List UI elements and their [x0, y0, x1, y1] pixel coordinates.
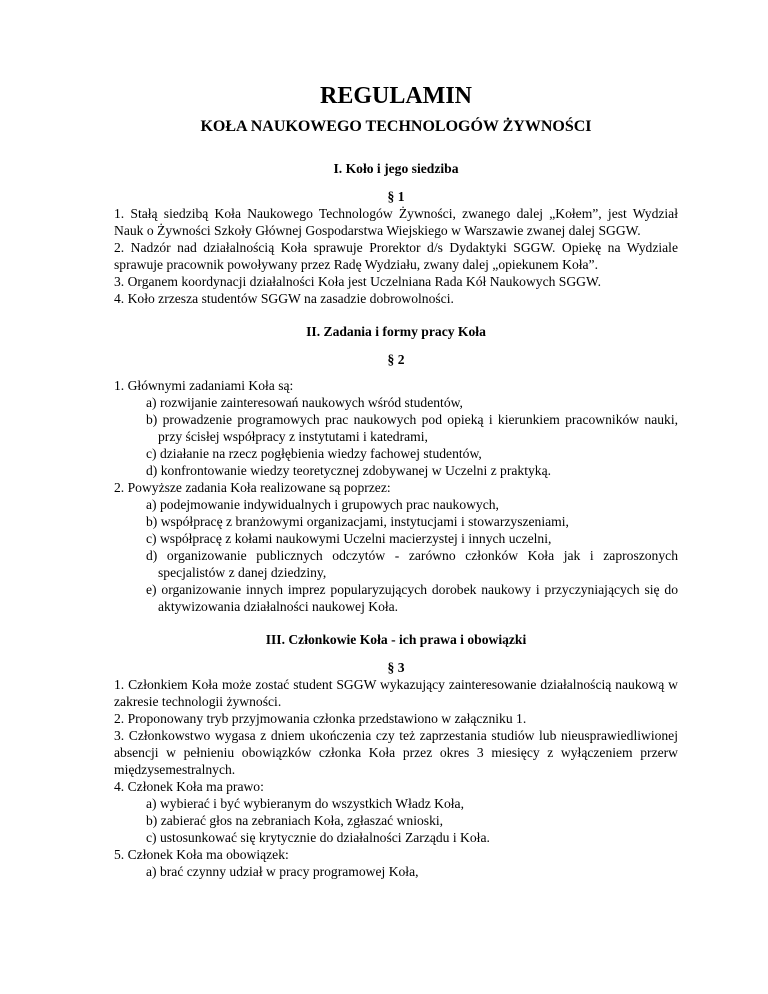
list-item: a) rozwijanie zainteresowań naukowych wśród studentów,: [146, 395, 463, 410]
document-page: [114, 82, 678, 880]
section-point: 1. Członkiem Koła może zostać student SGGW wykazujący zainteresowanie działalnością naukową w zakresie technologii żywności.: [114, 677, 678, 709]
section-heading: II. Zadania i formy pracy Koła: [306, 324, 486, 339]
section-point: 2. Powyższe zadania Koła realizowane są poprzez:: [114, 480, 391, 495]
section-point: 1. Stałą siedzibą Koła Naukowego Technologów Żywności, zwanego dalej „Kołem”, jest Wydział Nauk o Żywności Szkoły Głównej Gospodarstwa Wiejskiego w Warszawie zwanej dalej SGGW.: [114, 206, 678, 238]
document-title: REGULAMIN: [319, 83, 472, 109]
section-point: 3. Członkowstwo wygasa z dniem ukończenia czy też zaprzestania studiów lub nieusprawiedliwionej absencji w pełnieniu obowiązków członka Koła przez okres 3 miesięcy z wyłączeniem przerw międzysemestralnych.: [114, 728, 678, 777]
list-item: a) podejmowanie indywidualnych i grupowych prac naukowych,: [146, 497, 499, 512]
section-point: 2. Proponowany tryb przyjmowania członka przedstawiono w załączniku 1.: [114, 711, 527, 726]
section-point: 2. Nadzór nad działalnością Koła sprawuje Prorektor d/s Dydaktyki SGGW. Opiekę na Wydziale sprawuje pracownik powoływany przez Radę Wydziału, zwany dalej „opiekunem Koła”.: [114, 240, 678, 272]
document-subtitle: KOŁA NAUKOWEGO TECHNOLOGÓW ŻYWNOŚCI: [200, 118, 592, 135]
list-item: b) współpracę z branżowymi organizacjami, instytucjami i stowarzyszeniami,: [146, 514, 569, 529]
section-heading: I. Koło i jego siedziba: [333, 161, 459, 176]
section-2: [114, 323, 678, 615]
list-item: a) wybierać i być wybieranym do wszystkich Władz Koła,: [146, 796, 464, 811]
list-item: c) ustosunkować się krytycznie do działalności Zarządu i Koła.: [146, 830, 490, 845]
section-3: [114, 631, 678, 880]
list-item: b) zabierać głos na zebraniach Koła, zgłaszać wnioski,: [146, 813, 444, 828]
section-point: 3. Organem koordynacji działalności Koła jest Uczelniana Rada Kół Naukowych SGGW.: [114, 274, 601, 289]
section-point: 1. Głównymi zadaniami Koła są:: [114, 378, 294, 393]
section-heading: III. Członkowie Koła - ich prawa i obowiązki: [265, 632, 527, 647]
paragraph-sign: § 1: [387, 189, 405, 204]
list-item: e) organizowanie innych imprez popularyzujących dorobek naukowy i przyczyniających się do aktywizowania działalności naukowej Koła.: [146, 582, 678, 614]
section-point: 4. Członek Koła ma prawo:: [114, 779, 264, 794]
list-item: d) konfrontowanie wiedzy teoretycznej zdobywanej w Uczelni z praktyką.: [146, 463, 552, 478]
section-1: [114, 160, 678, 307]
section-point: 4. Koło zrzesza studentów SGGW na zasadzie dobrowolności.: [114, 291, 454, 306]
list-item: c) współpracę z kołami naukowymi Uczelni macierzystej i innych uczelni,: [146, 531, 552, 546]
list-item: d) organizowanie publicznych odczytów - zarówno członków Koła jak i zaproszonych specjalistów z danej dziedziny,: [146, 548, 678, 580]
section-point: 5. Członek Koła ma obowiązek:: [114, 847, 289, 862]
paragraph-sign: § 3: [387, 660, 405, 675]
list-item: c) działanie na rzecz pogłębienia wiedzy fachowej studentów,: [146, 446, 482, 461]
list-item: a) brać czynny udział w pracy programowej Koła,: [146, 864, 419, 879]
paragraph-sign: § 2: [387, 352, 405, 367]
list-item: b) prowadzenie programowych prac naukowych pod opieką i kierunkiem pracowników nauki, przy ścisłej współpracy z instytutami i katedrami,: [146, 412, 678, 444]
